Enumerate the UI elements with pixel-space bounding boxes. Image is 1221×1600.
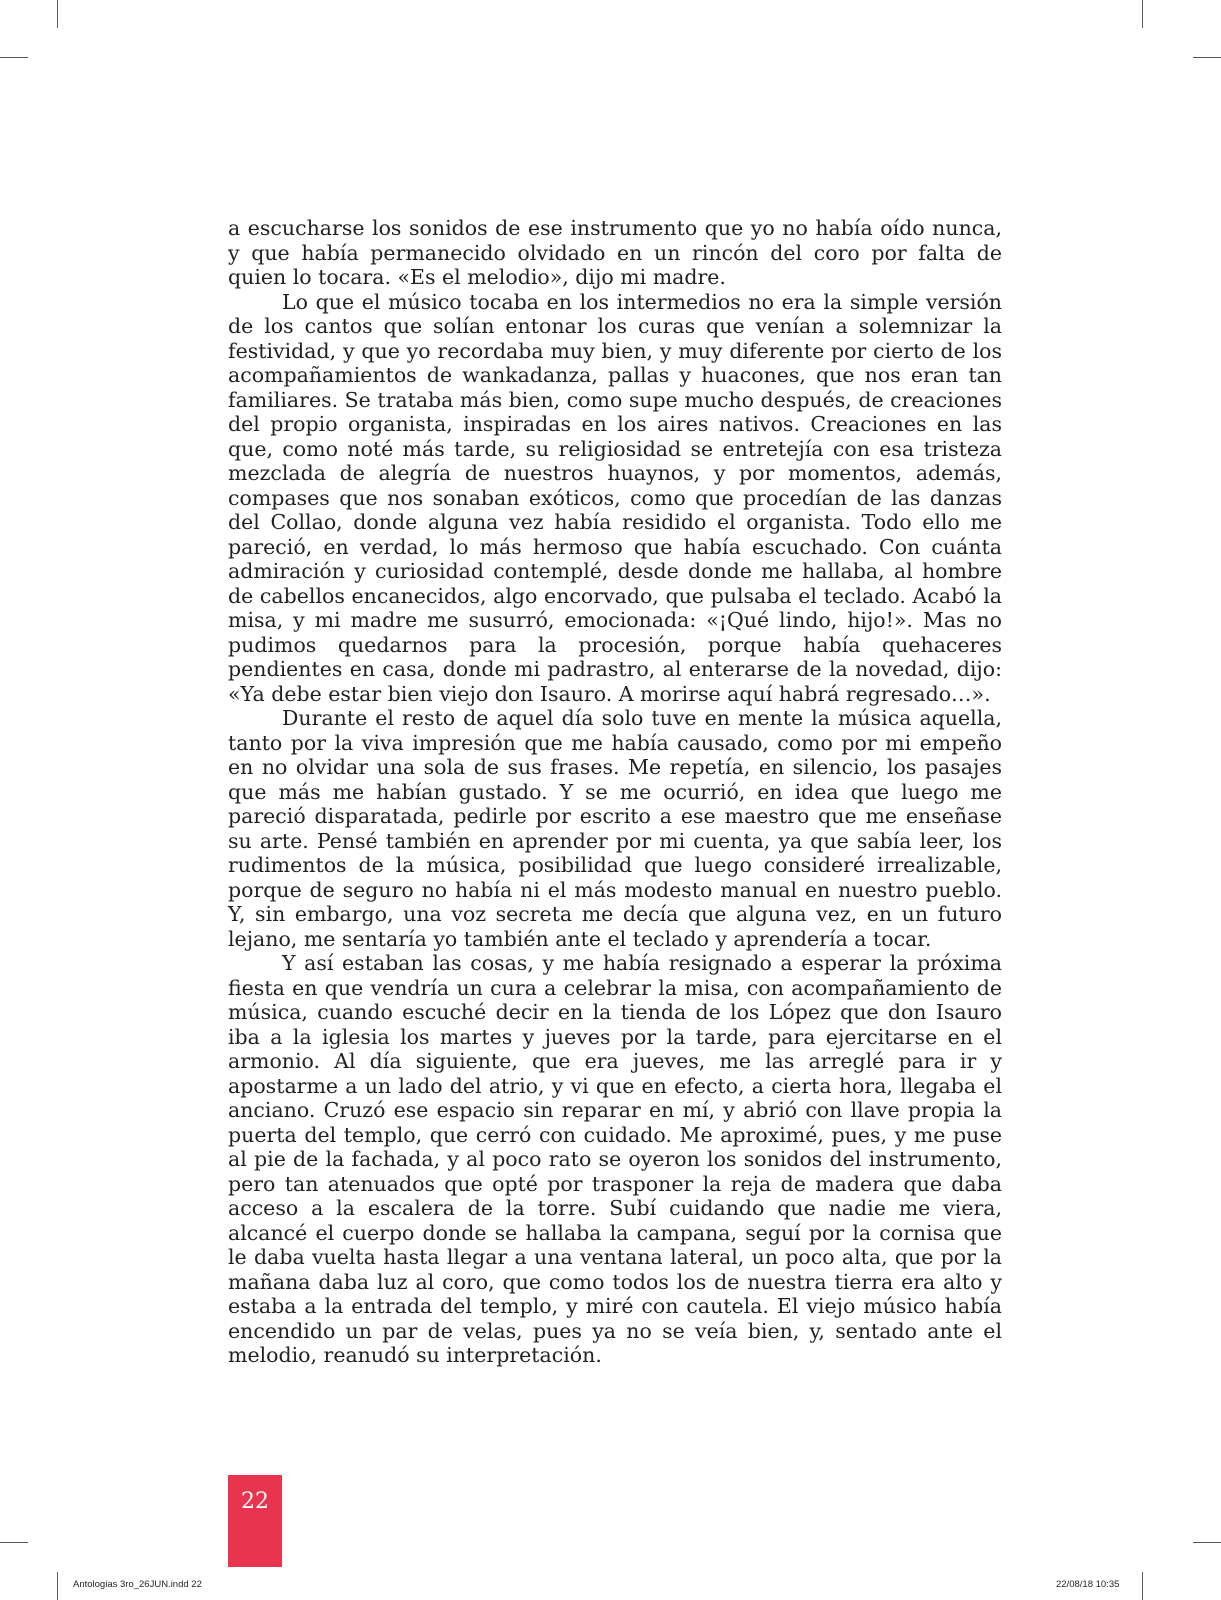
paragraph: Y así estaban las cosas, y me había resignado a esperar la próxima fiesta en que vendría un cura a celebrar la misa, con acompañamiento de música, cuando escuché decir en la tienda de los López que don Isauro iba a la iglesia los martes y jueves por la tarde, para ejercitarse en el armonio. Al día siguiente, que era jueves, me las arreglé para ir y apostarme a un lado del atrio, y vi que en efecto, a cierta hora, llegaba el anciano. Cruzó ese espacio sin reparar en mí, y abrió con llave propia la puerta del templo, que cerró con cuidado. Me aproximé, pues, y me puse al pie de la fachada, y al poco rato se oyeron los sonidos del instrumento, pero tan atenuados que opté por trasponer la reja de madera que daba acceso a la escalera de la torre. Subí cuidando que nadie me viera, alcancé el cuerpo donde se hallaba la campana, seguí por la cornisa que le daba vuelta hasta llegar a una ventana lateral, un poco alta, que por la mañana daba luz al coro, que como todos los de nuestra tierra era alto y estaba a la entrada del templo, y miré con cautela. El viejo músico había encendido un par de velas, pues ya no se veía bien, y, sentado ante el melodio, reanudó su interpretación.: [228, 951, 1002, 1367]
crop-mark-bottom-left: [57, 1572, 58, 1600]
slug-file-name: Antologias 3ro_26JUN.indd 22: [73, 1579, 202, 1590]
crop-mark-right-bottom: [1193, 1542, 1221, 1543]
paragraph: a escucharse los sonidos de ese instrumento que yo no había oído nunca, y que había permanecido olvidado en un rincón del coro por falta de quien lo tocara. «Es el melodio», dijo mi madre.: [228, 216, 1002, 289]
body-text: [228, 216, 1002, 1368]
crop-mark-left-bottom: [0, 1542, 28, 1543]
crop-mark-top-left: [57, 0, 58, 28]
crop-mark-left-top: [0, 57, 28, 58]
paragraph: Lo que el músico tocaba en los intermedios no era la simple versión de los cantos que solían entonar los curas que venían a solemnizar la festividad, y que yo recordaba muy bien, y muy diferente por cierto de los acompañamientos de wankadanza, pallas y huacones, que nos eran tan familiares. Se trataba más bien, como supe mucho después, de creaciones del propio organista, inspiradas en los aires nativos. Creaciones en las que, como noté más tarde, su religiosidad se entretejía con esa tristeza mezclada de alegría de nuestros huaynos, y por momentos, además, compases que nos sonaban exóticos, como que procedían de las danzas del Collao, donde alguna vez había residido el organista. Todo ello me pareció, en verdad, lo más hermoso que había escuchado. Con cuánta admiración y curiosidad contemplé, desde donde me hallaba, al hombre de cabellos encanecidos, algo encorvado, que pulsaba el teclado. Acabó la misa, y mi madre me susurró, emocionada: «¡Qué lindo, hijo!». Mas no pudimos quedarnos para la procesión, porque había quehaceres pendientes en casa, donde mi padrastro, al enterarse de la novedad, dijo: «Ya debe estar bien viejo don Isauro. A morirse aquí habrá regresado…».: [228, 289, 1002, 706]
page-number: 22: [241, 1489, 269, 1514]
slug-date: 22/08/18 10:35: [1056, 1579, 1120, 1590]
crop-mark-right-top: [1193, 57, 1221, 58]
crop-mark-bottom-right: [1142, 1572, 1143, 1600]
page-number-box: [228, 1475, 282, 1567]
paragraph: Durante el resto de aquel día solo tuve en mente la música aquella, tanto por la viva impresión que me había causado, como por mi empeño en no olvidar una sola de sus frases. Me repetía, en silencio, los pasajes que más me habían gustado. Y se me ocurrió, en idea que luego me pareció disparatada, pedirle por escrito a ese maestro que me enseñase su arte. Pensé también en aprender por mi cuenta, ya que sabía leer, los rudimentos de la música, posibilidad que luego consideré irrealizable, porque de seguro no había ni el más modesto manual en nuestro pueblo. Y, sin embargo, una voz secreta me decía que alguna vez, en un futuro lejano, me sentaría yo también ante el teclado y aprendería a tocar.: [228, 706, 1002, 951]
crop-mark-top-right: [1142, 0, 1143, 28]
